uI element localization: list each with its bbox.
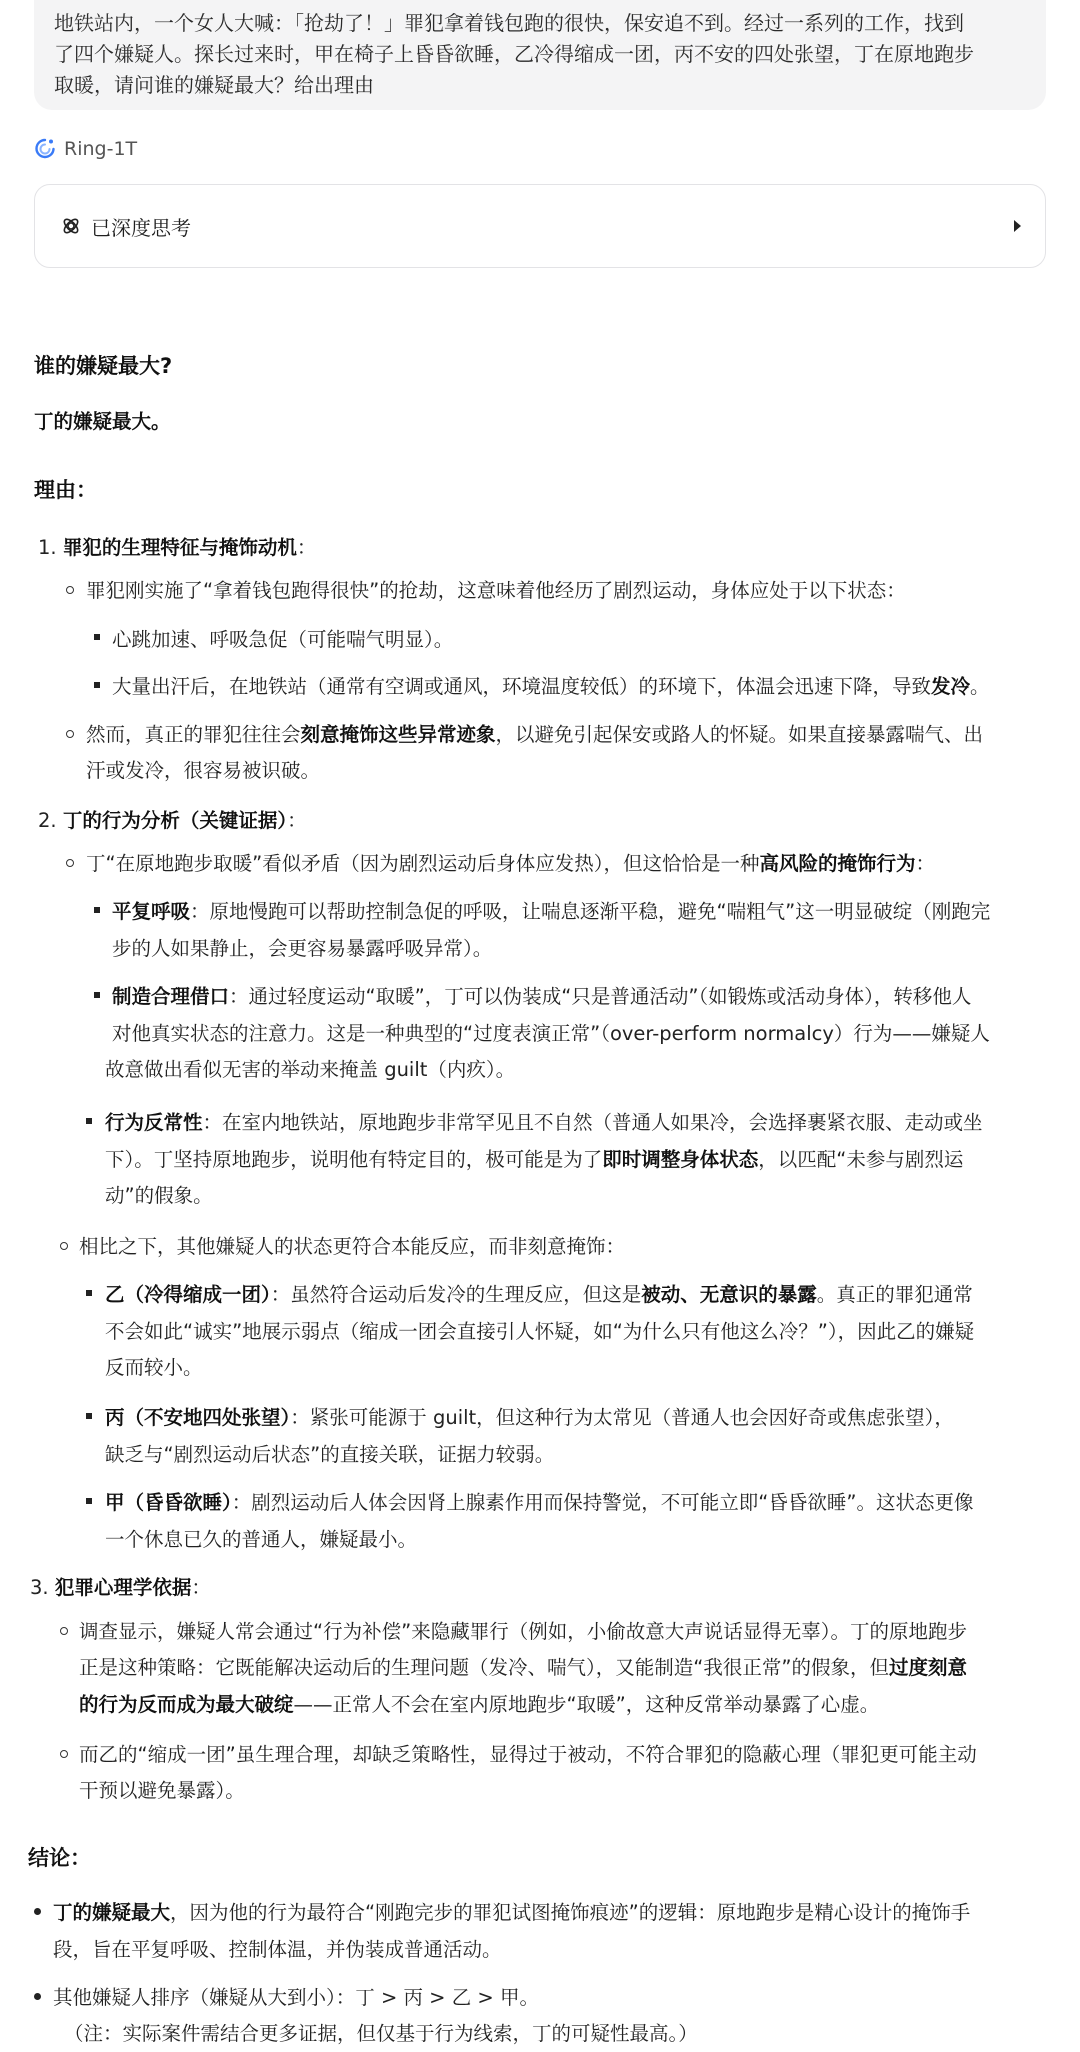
s3-paragraph-1-line-2 [79, 1652, 967, 1680]
model-name: Ring-1T [64, 138, 138, 160]
s2-bullet-3-line-3: 动”的假象。 [105, 1184, 213, 1207]
s3-p1-l3-text: ——正常人不会在室内原地跑步“取暖”，这种反常举动暴露了心虚。 [293, 1693, 880, 1716]
section-1-number: 1. [38, 536, 57, 559]
bullet-square [94, 634, 100, 640]
s3-p1-l3-bold: 的行为反而成为最大破绽 [79, 1693, 294, 1716]
s2-bullet-2-text: ：通过轻度运动“取暖”，丁可以伪装成“只是普通活动”（如锻炼或活动身体），转移他人 [229, 985, 972, 1008]
bullet-square [94, 992, 100, 998]
deep-thinking-toggle[interactable] [34, 184, 1046, 268]
section-1-title-text: 罪犯的生理特征与掩饰动机 [62, 536, 297, 559]
s2-b3-l2-bold: 即时调整身体状态 [602, 1148, 759, 1171]
s2-compare-1-line-3: 反而较小。 [105, 1356, 203, 1379]
bullet-circle [60, 1627, 68, 1635]
s2-bullet-3-bold: 行为反常性 [105, 1111, 203, 1134]
model-label [34, 133, 137, 165]
s2-bullet-1-line-2: 步的人如果静止，会更容易暴露呼吸异常）。 [112, 937, 493, 960]
section-3-number: 3. [30, 1576, 49, 1599]
s1-bullet-2-text: 大量出汗后，在地铁站（通常有空调或通风，环境温度较低）的环境下，体温会迅速下降，导致 [112, 675, 932, 698]
s2-bullet-1-bold: 平复呼吸 [112, 900, 191, 923]
s2-paragraph-1 [86, 848, 935, 876]
s2-bullet-3 [105, 1107, 983, 1135]
s1-p2-bold: 刻意掩饰这些异常迹象 [300, 723, 496, 746]
conclusion-b1-text: ，因为他的行为最符合“刚跑完步的罪犯试图掩饰痕迹”的逻辑：原地跑步是精心设计的掩饰手 [170, 1901, 971, 1924]
s2-bullet-1-text: ：原地慢跑可以帮助控制急促的呼吸，让喘息逐渐平稳，避免“喘粗气”这一明显破绽（刚跑完 [190, 900, 991, 923]
bullet-square [94, 907, 100, 913]
bullet-square [86, 1413, 92, 1419]
s3-paragraph-2-line-2: 干预以避免暴露）。 [79, 1779, 245, 1802]
s1-bullet-2-end: 。 [970, 675, 990, 698]
s2-bullet-2-line-3: 故意做出看似无害的举动来掩盖 guilt（内疚）。 [105, 1058, 516, 1081]
conclusion-b1-bold: 丁的嫌疑最大 [53, 1901, 171, 1924]
bullet-square [94, 682, 100, 688]
section-2-colon: ： [287, 809, 307, 832]
s2-bullet-3-text: ：在室内地铁站，原地跑步非常罕见且不自然（普通人如果冷，会选择裹紧衣服、走动或坐 [202, 1111, 983, 1134]
s2-compare-3-text: ：剧烈运动后人体会因肾上腺素作用而保持警觉，不可能立即“昏昏欲睡”。这状态更像 [231, 1491, 974, 1514]
s2-compare-2-line-2: 缺乏与“剧烈运动后状态”的直接关联，证据力较弱。 [105, 1443, 555, 1466]
s2-p1-text: 丁“在原地跑步取暖”看似矛盾（因为剧烈运动后身体应发热），但这恰恰是一种 [86, 852, 760, 875]
bullet-circle [66, 730, 74, 738]
section-3-colon: ： [191, 1576, 211, 1599]
s2-compare-1-text: ：虽然符合运动后发冷的生理反应，但这是 [270, 1283, 642, 1306]
s2-compare-2-bold: 丙（不安地四处张望） [105, 1406, 291, 1429]
bullet-square [86, 1498, 92, 1504]
s1-p2-text-end: ，以避免引起保安或路人的怀疑。如果直接暴露喘气、出 [495, 723, 984, 746]
s3-paragraph-2: 而乙的“缩成一团”虽生理合理，却缺乏策略性，显得过于被动，不符合罪犯的隐蔽心理（罪犯更可能主动 [79, 1743, 977, 1766]
bullet-dot [34, 1908, 41, 1915]
section-2-number: 2. [38, 809, 57, 832]
s1-p2-text: 然而，真正的罪犯往往会 [86, 723, 301, 746]
s2-bullet-1 [112, 896, 990, 924]
s2-b3-l2-text: 下）。丁坚持原地跑步，说明他有特定目的，极可能是为了 [105, 1148, 603, 1171]
conclusion-heading: 结论： [28, 1846, 91, 1870]
section-3-title [30, 1572, 211, 1600]
s2-p1-end: ： [915, 852, 935, 875]
section-3-title-text: 犯罪心理学依据 [54, 1576, 192, 1599]
s1-paragraph-2 [86, 719, 983, 747]
s2-bullet-2-line-2: 对他真实状态的注意力。这是一种典型的“过度表演正常”（over-perform normalcy）行为——嫌疑人 [112, 1022, 990, 1045]
verdict-text: 丁的嫌疑最大。 [34, 410, 171, 433]
section-2-title [38, 805, 307, 833]
s1-paragraph-1: 罪犯刚实施了“拿着钱包跑得很快”的抢劫，这意味着他经历了剧烈运动，身体应处于以下状态： [86, 579, 906, 602]
user-message-line: 了四个嫌疑人。探长过来时，甲在椅子上昏昏欲睡，乙冷得缩成一团，丙不安的四处张望，丁在原地跑步 [54, 42, 974, 66]
s1-paragraph-2-line-2: 汗或发冷，很容易被识破。 [86, 759, 321, 782]
conclusion-bullet-1 [53, 1897, 970, 1925]
section-1-title [38, 532, 316, 560]
s1-bullet-1: 心跳加速、呼吸急促（可能喘气明显）。 [112, 628, 454, 651]
s2-compare-1-end: 。真正的罪犯通常 [816, 1283, 973, 1306]
bullet-circle [66, 586, 74, 594]
s2-paragraph-2: 相比之下，其他嫌疑人的状态更符合本能反应，而非刻意掩饰： [79, 1235, 626, 1258]
model-logo-icon [34, 137, 56, 161]
s1-bullet-2-bold: 发冷 [931, 675, 971, 698]
s2-compare-1 [105, 1279, 973, 1307]
user-message-bubble [34, 0, 1046, 110]
section-1-colon: ： [296, 536, 317, 559]
bullet-square [86, 1118, 92, 1124]
s2-bullet-2-bold: 制造合理借口 [112, 985, 230, 1008]
s3-p1-l2-bold: 过度刻意 [888, 1656, 967, 1679]
s2-compare-2-text: ：紧张可能源于 guilt，但这种行为太常见（普通人也会因好奇或焦虑张望）， [290, 1406, 954, 1429]
answer-heading: 谁的嫌疑最大? [34, 354, 173, 378]
s2-bullet-2 [112, 981, 971, 1009]
s2-compare-3 [105, 1487, 973, 1515]
s2-compare-1-bold: 乙（冷得缩成一团） [105, 1283, 271, 1306]
s2-p1-bold: 高风险的掩饰行为 [759, 852, 916, 875]
brain-icon [61, 216, 81, 236]
s2-compare-1-line-2: 不会如此“诚实”地展示弱点（缩成一团会直接引人怀疑，如“为什么只有他这么冷？”），因此乙的嫌疑 [105, 1320, 975, 1343]
conclusion-bullet-2: 其他嫌疑人排序（嫌疑从大到小）：丁 > 丙 > 乙 > 甲。 [53, 1986, 539, 2009]
section-2-title-text: 丁的行为分析（关键证据） [62, 809, 288, 832]
user-message-line: 取暖，请问谁的嫌疑最大？给出理由 [54, 73, 374, 97]
s2-b3-l2-end: ，以匹配“未参与剧烈运 [758, 1148, 964, 1171]
s2-compare-2 [105, 1402, 954, 1430]
bullet-circle [60, 1750, 68, 1758]
s1-bullet-2 [112, 671, 990, 699]
s3-p1-l2-text: 正是这种策略：它既能解决运动后的生理问题（发冷、喘气），又能制造“我很正常”的假象，但 [79, 1656, 889, 1679]
user-message-line: 地铁站内，一个女人大喊：「抢劫了！」罪犯拿着钱包跑的很快，保安追不到。经过一系列的工作，找到 [54, 11, 964, 35]
bullet-square [86, 1290, 92, 1296]
s2-compare-3-line-2: 一个休息已久的普通人，嫌疑最小。 [105, 1528, 418, 1551]
s3-paragraph-1-line-3 [79, 1689, 879, 1717]
s2-compare-3-bold: 甲（昏昏欲睡） [105, 1491, 232, 1514]
s2-bullet-3-line-2 [105, 1144, 963, 1172]
expand-caret-icon[interactable] [1014, 220, 1021, 232]
bullet-circle [66, 859, 74, 867]
conclusion-bullet-1-line-2: 段，旨在平复呼吸、控制体温，并伪装成普通活动。 [53, 1938, 502, 1961]
reasons-heading: 理由： [34, 478, 97, 502]
s2-compare-1-bold-2: 被动、无意识的暴露 [641, 1283, 817, 1306]
bullet-dot [34, 1993, 41, 2000]
bullet-circle [60, 1242, 68, 1250]
deep-thinking-label: 已深度思考 [91, 215, 191, 240]
conclusion-note: （注：实际案件需结合更多证据，但仅基于行为线索，丁的可疑性最高。） [64, 2022, 698, 2045]
s3-paragraph-1: 调查显示，嫌疑人常会通过“行为补偿”来隐藏罪行（例如，小偷故意大声说话显得无辜）。丁的原地跑步 [79, 1620, 967, 1643]
